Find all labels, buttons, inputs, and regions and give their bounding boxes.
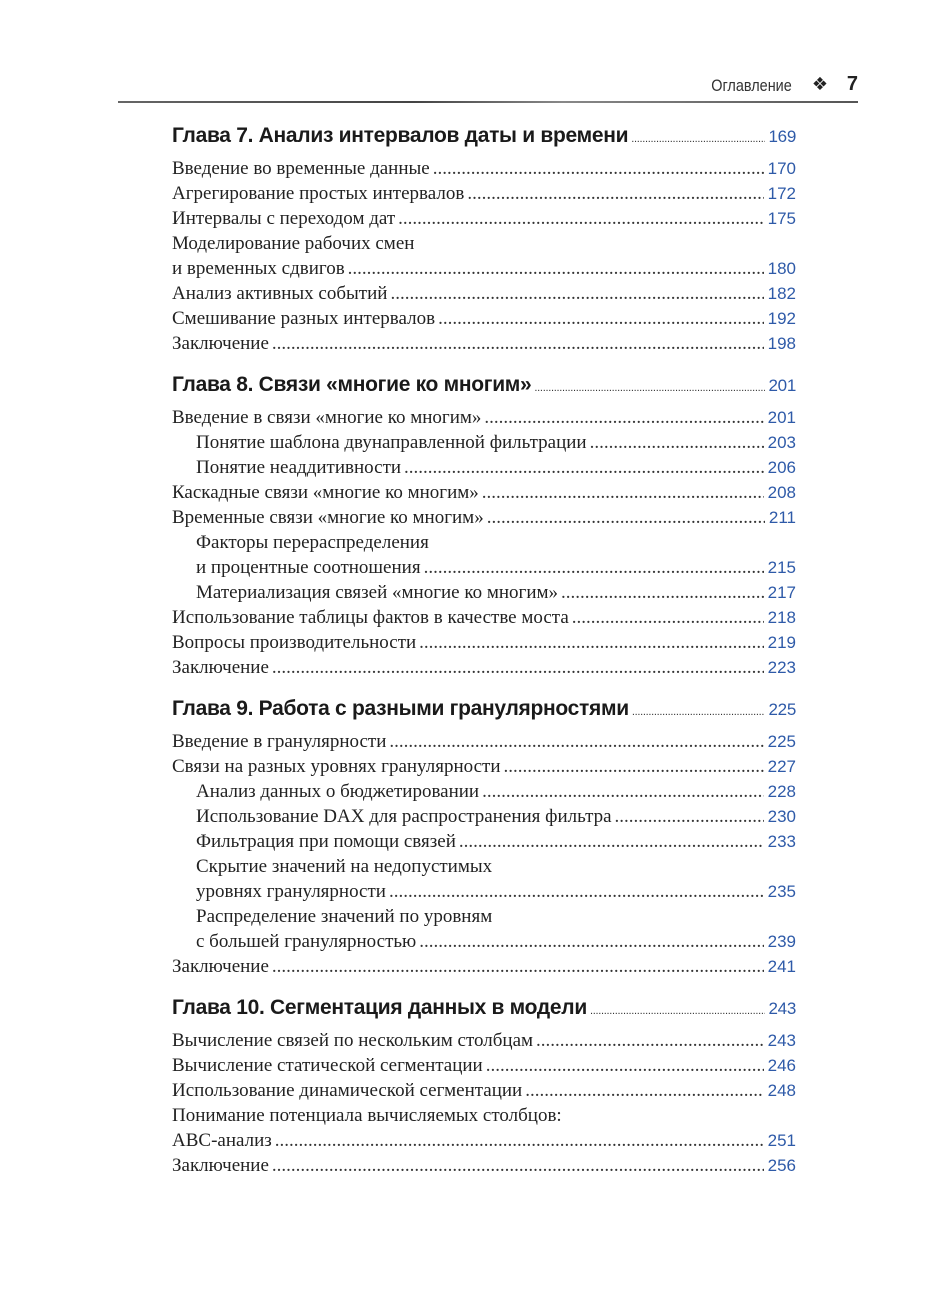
dot-leader [275,1128,764,1153]
chapter-page-number: 201 [768,376,796,395]
chapter-page-number: 243 [768,999,796,1018]
entry-page-number: 219 [767,633,796,652]
entry-page-number: 235 [767,882,796,901]
entry-page-number: 208 [767,483,796,502]
dot-leader [631,133,764,145]
entry-page-number: 175 [767,209,796,228]
chapter-title: Глава 7. Анализ интервалов даты и времени [172,124,629,147]
chapter-heading[interactable] [172,373,796,403]
entry-page-number: 251 [767,1131,796,1150]
entry-title: Вычисление статической сегментации [172,1055,483,1076]
toc-entry[interactable] [172,929,796,954]
toc-entry[interactable] [172,754,796,779]
dot-leader [487,505,765,530]
entry-title: Агрегирование простых интервалов [172,183,465,204]
dot-leader [572,605,764,630]
dot-leader [484,405,763,430]
dot-leader [272,655,764,680]
toc-entry[interactable] [172,655,796,680]
dot-leader [389,879,764,904]
entry-page-number: 246 [767,1056,796,1075]
entry-title: Временные связи «многие ко многим» [172,507,484,528]
toc-entry[interactable] [172,281,796,306]
toc-entry[interactable] [172,729,796,754]
dot-leader [534,382,764,394]
entry-title: Понятие шаблона двунаправленной фильтрации [196,432,587,453]
toc-entry[interactable] [172,156,796,181]
entry-title: Заключение [172,333,269,354]
chapter-page-number: 225 [768,700,796,719]
toc-entry[interactable] [172,405,796,430]
entry-page-number: 170 [767,159,796,178]
entry-page-number: 206 [767,458,796,477]
chapter-heading[interactable] [172,996,796,1026]
entry-page-number: 225 [767,732,796,751]
entry-page-number: 198 [767,334,796,353]
toc-entry[interactable] [172,505,796,530]
entry-page-number: 201 [767,408,796,427]
entry-title: Каскадные связи «многие ко многим» [172,482,479,503]
entry-page-number: 241 [767,957,796,976]
entry-page-number: 180 [767,259,796,278]
toc-entry[interactable] [172,580,796,605]
chapter-heading[interactable] [172,124,796,154]
entry-page-number: 256 [767,1156,796,1175]
entry-page-number: 172 [767,184,796,203]
table-of-contents [172,124,796,1195]
dot-leader [398,206,763,231]
ornament-icon: ❖ [811,74,828,95]
entry-page-number: 211 [768,508,796,527]
entry-page-number: 182 [767,284,796,303]
dot-leader [424,555,764,580]
dot-leader [590,1005,765,1017]
toc-chapter [172,124,796,356]
toc-entry[interactable] [172,555,796,580]
entry-page-number: 217 [767,583,796,602]
toc-entry[interactable] [172,256,796,281]
entry-title: Введение в связи «многие ко многим» [172,407,482,428]
toc-entry-first-line[interactable]: Факторы перераспределения [196,532,429,553]
entry-title: Интервалы с переходом дат [172,208,396,229]
toc-entry[interactable] [172,1128,796,1153]
entry-title: Анализ данных о бюджетировании [196,781,480,802]
entry-title: Вычисление связей по нескольким столбцам [172,1030,534,1051]
toc-entry[interactable] [172,879,796,904]
dot-leader [404,455,764,480]
entry-page-number: 243 [767,1031,796,1050]
toc-entry[interactable] [172,306,796,331]
dot-leader [503,754,763,779]
dot-leader [536,1028,764,1053]
toc-entry[interactable] [172,829,796,854]
chapter-title: Глава 10. Сегментация данных в модели [172,996,587,1019]
dot-leader [272,331,764,356]
entry-page-number: 248 [767,1081,796,1100]
entry-title: Заключение [172,956,269,977]
toc-entry[interactable] [172,1153,796,1178]
dot-leader [390,281,763,306]
dot-leader [419,630,763,655]
dot-leader [632,706,765,718]
entry-page-number: 227 [767,757,796,776]
toc-chapter [172,697,796,979]
entry-title: с большей гранулярностью [196,931,417,952]
entry-title: Связи на разных уровнях гранулярности [172,756,501,777]
toc-entry[interactable] [172,605,796,630]
entry-title: Заключение [172,1155,269,1176]
dot-leader [482,779,764,804]
chapter-page-number: 169 [768,127,796,146]
entry-title: Введение в гранулярности [172,731,387,752]
toc-entry[interactable] [172,779,796,804]
dot-leader [419,929,763,954]
toc-entry-first-line[interactable]: Скрытие значений на недопустимых [196,856,493,877]
toc-entry[interactable] [172,804,796,829]
dot-leader [348,256,764,281]
entry-page-number: 218 [767,608,796,627]
entry-title: Понятие неаддитивности [196,457,402,478]
toc-chapter [172,996,796,1178]
entry-title: уровнях гранулярности [196,881,386,902]
chapter-heading[interactable] [172,697,796,727]
toc-entry[interactable] [172,630,796,655]
entry-page-number: 203 [767,433,796,452]
toc-entry[interactable] [172,1078,796,1103]
dot-leader [486,1053,764,1078]
toc-entry[interactable] [172,181,796,206]
entry-page-number: 215 [767,558,796,577]
entry-page-number: 239 [767,932,796,951]
entry-title: Использование таблицы фактов в качестве моста [172,607,569,628]
entry-page-number: 233 [767,832,796,851]
entry-title: Смешивание разных интервалов [172,308,436,329]
entry-page-number: 228 [767,782,796,801]
toc-entry[interactable] [172,1028,796,1053]
toc-entry-first-line[interactable]: Понимание потенциала вычисляемых столбцов: [172,1105,562,1126]
entry-title: Фильтрация при помощи связей [196,831,456,852]
toc-entry[interactable] [172,331,796,356]
toc-chapter [172,373,796,680]
entry-title: ABC-анализ [172,1130,272,1151]
entry-title: Заключение [172,657,269,678]
dot-leader [389,729,763,754]
page-number: 7 [846,73,858,95]
header-title: Оглавление [711,76,792,95]
entry-title: и процентные соотношения [196,557,421,578]
chapter-title: Глава 8. Связи «многие ко многим» [172,373,532,396]
toc-entry[interactable] [172,430,796,455]
toc-entry[interactable] [172,954,796,979]
dot-leader [482,480,764,505]
toc-entry-first-line[interactable]: Распределение значений по уровням [196,906,493,927]
entry-title: Анализ активных событий [172,283,388,304]
dot-leader [467,181,763,206]
entry-title: Использование DAX для распространения фильтра [196,806,612,827]
toc-entry[interactable] [172,455,796,480]
dot-leader [459,829,764,854]
header-rule [118,101,858,103]
dot-leader [272,954,764,979]
entry-title: Вопросы производительности [172,632,417,653]
entry-page-number: 230 [767,807,796,826]
toc-entry[interactable] [172,480,796,505]
entry-page-number: 223 [767,658,796,677]
entry-page-number: 192 [767,309,796,328]
dot-leader [525,1078,763,1103]
dot-leader [615,804,764,829]
toc-entry[interactable] [172,206,796,231]
toc-entry-first-line[interactable]: Моделирование рабочих смен [172,233,415,254]
dot-leader [590,430,764,455]
entry-title: и временных сдвигов [172,258,345,279]
chapter-title: Глава 9. Работа с разными гранулярностями [172,697,629,720]
entry-title: Введение во временные данные [172,158,430,179]
running-header [118,72,858,102]
dot-leader [272,1153,764,1178]
entry-title: Материализация связей «многие ко многим» [196,582,559,603]
dot-leader [438,306,764,331]
dot-leader [561,580,764,605]
entry-title: Использование динамической сегментации [172,1080,523,1101]
toc-entry[interactable] [172,1053,796,1078]
dot-leader [433,156,764,181]
